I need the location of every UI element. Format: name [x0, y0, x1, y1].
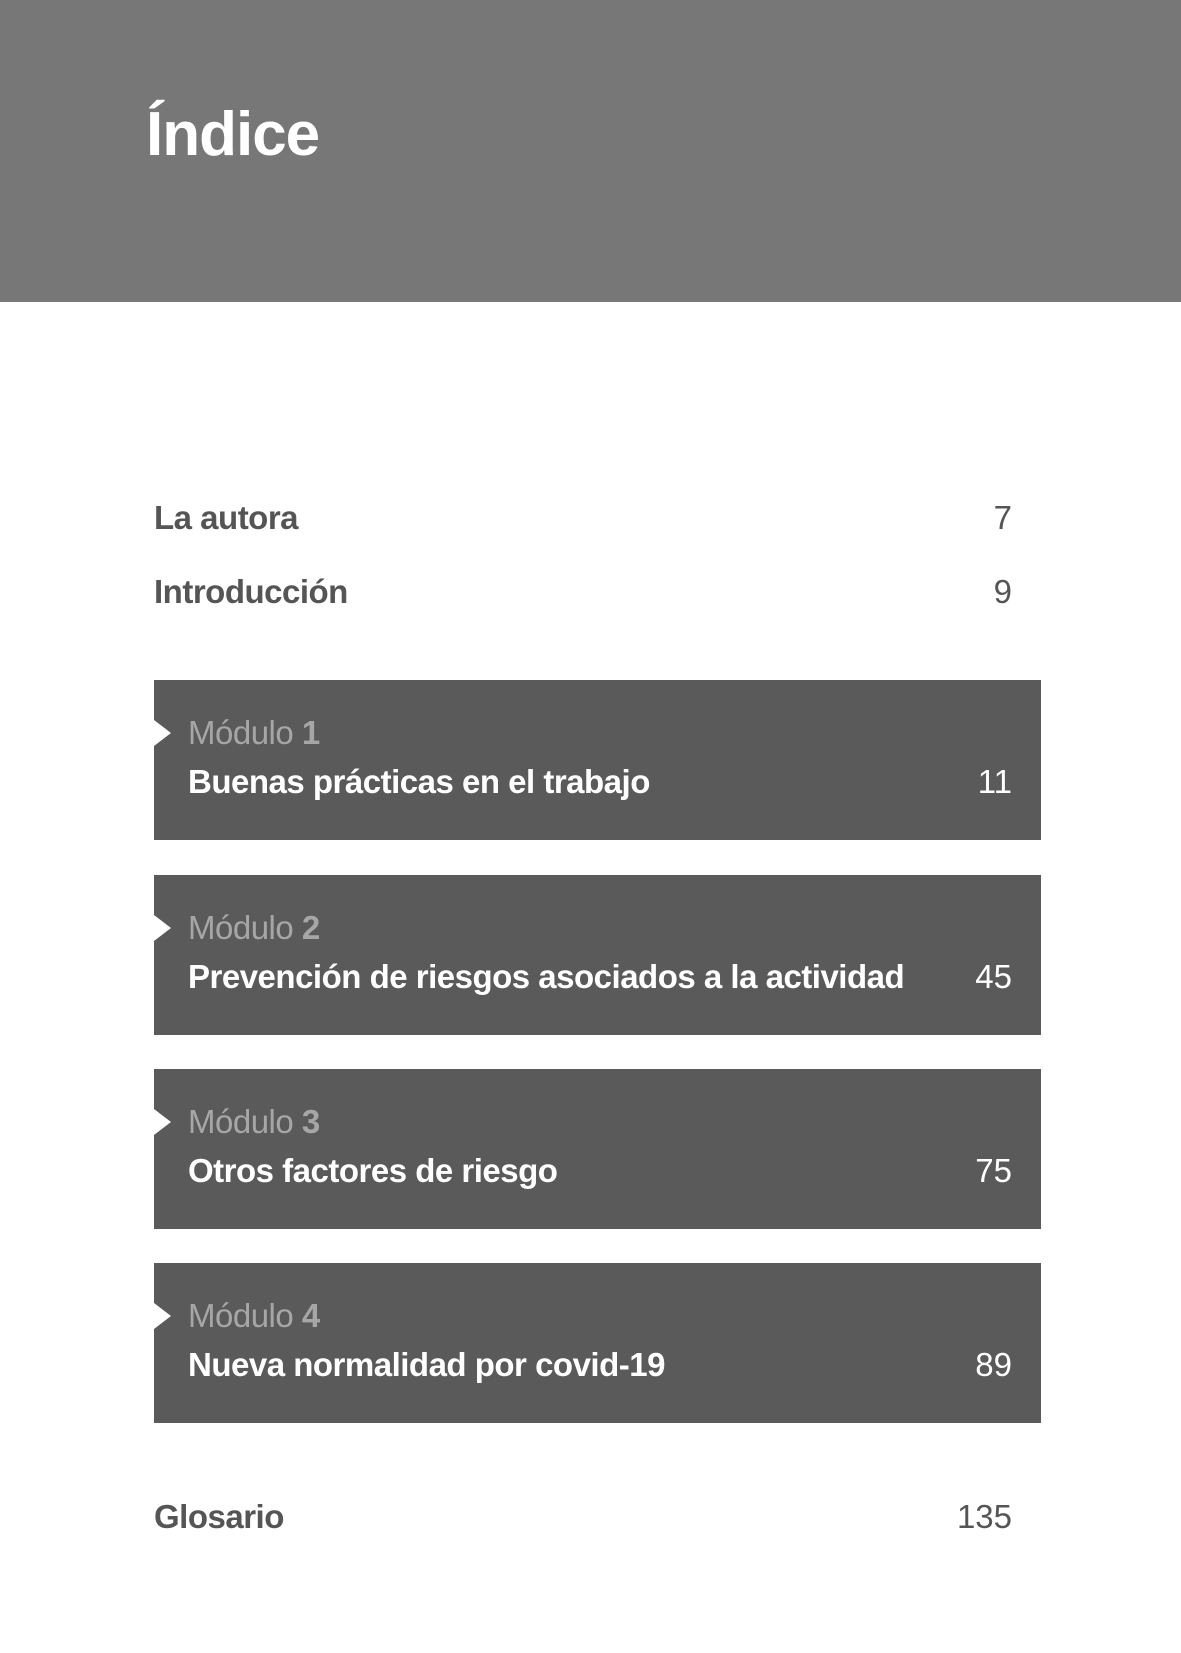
module-title: Buenas prácticas en el trabajo: [188, 763, 650, 800]
module-entry-1[interactable]: [154, 680, 1041, 840]
module-prefix: Módulo: [188, 909, 294, 946]
module-prefix: Módulo: [188, 1103, 294, 1140]
module-entry-2[interactable]: [154, 875, 1041, 1035]
triangle-right-icon: [154, 720, 171, 746]
module-title: Prevención de riesgos asociados a la actividad: [188, 958, 905, 995]
module-number: [188, 1102, 320, 1142]
module-number-value: 4: [301, 1297, 320, 1334]
module-entry-3[interactable]: [154, 1069, 1041, 1229]
module-number-value: 3: [301, 1103, 320, 1140]
module-number: [188, 713, 320, 753]
module-page: 11: [977, 763, 1012, 800]
header-band: [0, 0, 1181, 302]
triangle-right-icon: [154, 1303, 171, 1329]
page-title: Índice: [146, 100, 320, 169]
toc-entry-page: 9: [993, 573, 1012, 610]
toc-entry-label: La autora: [154, 499, 299, 536]
module-entry-4[interactable]: [154, 1263, 1041, 1423]
module-title: Nueva normalidad por covid-19: [188, 1346, 665, 1383]
toc-entry-introduccion[interactable]: [154, 570, 1012, 614]
toc-entry-label: Introducción: [154, 573, 348, 610]
module-number-value: 1: [301, 714, 320, 751]
module-number-value: 2: [301, 909, 320, 946]
module-page: 89: [975, 1346, 1012, 1383]
toc-entry-glosario[interactable]: [154, 1495, 1012, 1539]
toc-entry-page: 7: [993, 499, 1012, 536]
toc-entry-la-autora[interactable]: [154, 496, 1012, 540]
module-number: [188, 1296, 320, 1336]
module-prefix: Módulo: [188, 1297, 294, 1334]
toc-entry-label: Glosario: [154, 1498, 284, 1535]
module-title: Otros factores de riesgo: [188, 1152, 558, 1189]
module-prefix: Módulo: [188, 714, 294, 751]
module-page: 75: [975, 1152, 1012, 1189]
triangle-right-icon: [154, 915, 171, 941]
module-page: 45: [975, 958, 1012, 995]
triangle-right-icon: [154, 1109, 171, 1135]
toc-entry-page: 135: [956, 1498, 1012, 1535]
module-number: [188, 908, 320, 948]
